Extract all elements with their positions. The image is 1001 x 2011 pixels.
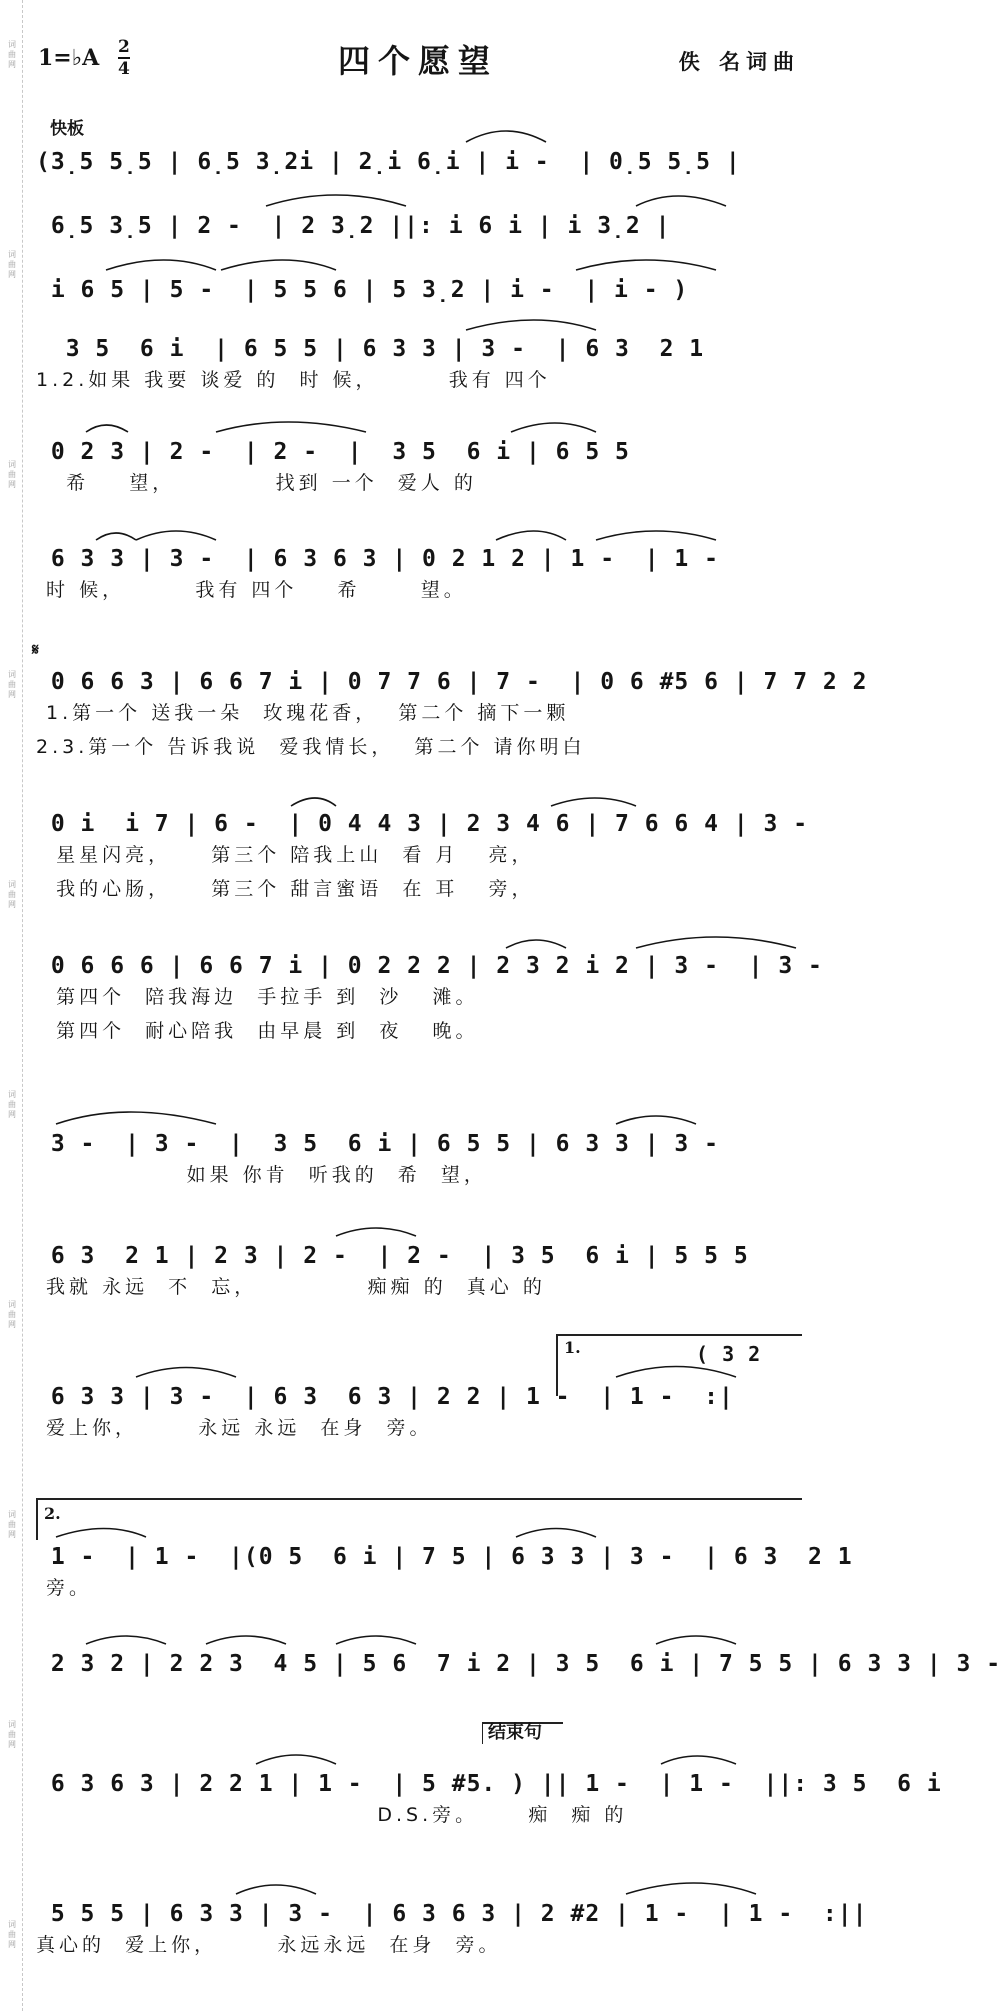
watermark-text: 词曲网: [8, 460, 16, 489]
slur-arc: [336, 1636, 416, 1644]
notes-row: 6 3 2 1 | 2 3 | 2 - | 2 - | 3 5 6 i | 5 5 5: [36, 1243, 749, 1269]
watermark-text: 词曲网: [8, 880, 16, 909]
slur-arc: [551, 798, 636, 806]
slur-arc: [576, 260, 716, 270]
lyric-row: 1.2.如果 我要 谈爱 的 时 候， 我有 四个: [36, 369, 551, 391]
slur-arc: [661, 1756, 736, 1764]
lyric-row: 第四个 陪我海边 手拉手 到 沙 滩。: [36, 986, 479, 1008]
meter-bottom: 4: [118, 59, 130, 79]
lyric-row: D.S.旁。 痴 痴 的: [36, 1804, 628, 1826]
watermark-text: 词曲网: [8, 1510, 16, 1539]
notes-row: 6 3 3 | 3 - | 6 3 6 3 | 2 2 | 1 - | 1 - :|: [36, 1384, 734, 1410]
slur-arc: [236, 1885, 316, 1894]
watermark-text: 词曲网: [8, 40, 16, 69]
slur-arc: [656, 1636, 736, 1644]
notes-row: 0 2 3 | 2 - | 2 - | 3 5 6 i | 6 5 5: [36, 439, 630, 465]
notes-row: 5 5 5 | 6 3 3 | 3 - | 6 3 6 3 | 2 #2 | 1 - | 1 - :||: [36, 1901, 868, 1927]
volta-1-notes: ( 3 2: [696, 1342, 762, 1366]
watermark-text: 词曲网: [8, 1090, 16, 1119]
slur-arc: [636, 196, 726, 206]
lyric-row: 星星闪亮， 第三个 陪我上山 看 月 亮，: [36, 844, 535, 866]
slur-arc: [256, 1755, 336, 1764]
slur-arc: [616, 1367, 736, 1378]
notes-row: 0 6 6 3 | 6 6 7 i | 0 7 7 6 | 7 - | 0 6 #5 6 | 7 7 2 2: [36, 669, 868, 695]
meter-top: 2: [118, 37, 130, 57]
key-signature: 1=♭A: [38, 45, 100, 71]
slur-arc: [136, 531, 216, 540]
slur-arc: [56, 1529, 146, 1538]
lyric-row: 第四个 耐心陪我 由早晨 到 夜 晚。: [36, 1020, 479, 1042]
lyric-row: 我的心肠， 第三个 甜言蜜语 在 耳 旁，: [36, 878, 535, 900]
notes-row: 1 - | 1 - |(0 5 6 i | 7 5 | 6 3 3 | 3 - | 6 3 2 1: [36, 1544, 853, 1570]
slur-arc: [266, 195, 406, 206]
notes-row: 6 3 3 | 3 - | 6 3 6 3 | 0 2 1 2 | 1 - | 1 -: [36, 546, 719, 572]
notes-row: 0 i i 7 | 6 - | 0 4 4 3 | 2 3 4 6 | 7 6 6 4 | 3 -: [36, 811, 809, 837]
slur-arc: [466, 320, 596, 330]
notes-row: 6 3 6 3 | 2 2 1 | 1 - | 5 #5. ) || 1 - | 1 - ||: 3 5 6 i: [36, 1771, 942, 1797]
watermark-text: 词曲网: [8, 1920, 16, 1949]
slur-arc: [206, 1636, 286, 1644]
tempo-marking: 快板: [50, 119, 84, 139]
watermark-text: 词曲网: [8, 1300, 16, 1329]
lyric-row: 我就 永远 不 忘， 痴痴 的 真心 的: [36, 1276, 546, 1298]
slur-arcs: [36, 0, 1001, 2011]
lyric-row: 希 望， 找到 一个 爱人 的: [36, 472, 477, 494]
slur-arc: [56, 1112, 216, 1124]
song-title: 四个愿望: [337, 42, 498, 80]
slur-arc: [636, 937, 796, 948]
slur-arc: [221, 260, 336, 270]
notes-row: 3 - | 3 - | 3 5 6 i | 6 5 5 | 6 3 3 | 3 -: [36, 1131, 719, 1157]
volta-2-label: 2.: [44, 1504, 61, 1523]
score-page: [32, 0, 1001, 2011]
lyric-row: 如果 你肯 听我的 希 望，: [36, 1164, 487, 1186]
intro-notes-line-1: (3̣5 5̣5 | 6̣5 3̣2i | 2̣i 6̣i | i - | 0̣5 5̣5 |: [36, 149, 741, 175]
slur-arc: [86, 425, 128, 432]
slur-arc: [106, 260, 216, 270]
volta-1-label: 1.: [564, 1338, 581, 1357]
lyric-row: 2.3.第一个 告诉我说 爱我情长， 第二个 请你明白: [36, 736, 586, 758]
slur-arc: [136, 1368, 236, 1378]
slur-arc: [596, 531, 716, 540]
segno-sign: 𝄋: [32, 640, 39, 659]
slur-arc: [466, 131, 546, 142]
watermark-text: 词曲网: [8, 250, 16, 279]
lyric-row: 1.第一个 送我一朵 玫瑰花香， 第二个 摘下一颗: [36, 702, 570, 724]
lyric-row: 旁。: [36, 1577, 93, 1599]
slur-arc: [516, 1529, 596, 1538]
notes-row: 2 3 2 | 2 2 3 4 5 | 5 6 7 i 2 | 3 5 6 i | 7 5 5 | 6 3 3 | 3 -: [36, 1651, 1001, 1677]
lyric-row: 时 候， 我有 四个 希 望。: [36, 579, 467, 601]
watermark-text: 词曲网: [8, 670, 16, 699]
intro-notes-line-2: 6̣5 3̣5 | 2 - | 2 3̣2 ||: i 6 i | i 3̣2 |: [36, 213, 671, 239]
intro-notes-line-3: i 6 5 | 5 - | 5 5 6 | 5 3̣2 | i - | i - ): [36, 277, 689, 303]
lyric-row: 真心的 爱上你， 永远永远 在身 旁。: [36, 1934, 502, 1956]
slur-arc: [291, 798, 336, 806]
ending-phrase-label: 结束句: [488, 1722, 542, 1743]
notes-row: 3 5 6 i | 6 5 5 | 6 3 3 | 3 - | 6 3 2 1: [36, 336, 705, 362]
slur-arc: [86, 1636, 166, 1644]
slur-arc: [496, 531, 566, 540]
slur-arc: [96, 533, 136, 540]
slur-arc: [626, 1883, 756, 1894]
watermark-text: 词曲网: [8, 1720, 16, 1749]
lyric-row: 爱上你， 永远 永远 在身 旁。: [36, 1417, 433, 1439]
slur-arc: [336, 1228, 416, 1236]
slur-arc: [216, 422, 366, 432]
watermark-sidebar: [0, 0, 23, 2011]
slur-arc: [511, 423, 596, 432]
composer-credit: 佚 名词曲: [678, 50, 800, 74]
slur-arc: [616, 1116, 696, 1124]
notes-row: 0 6 6 6 | 6 6 7 i | 0 2 2 2 | 2 3 2 i 2 | 3 - | 3 -: [36, 953, 823, 979]
slur-arc: [506, 940, 566, 948]
